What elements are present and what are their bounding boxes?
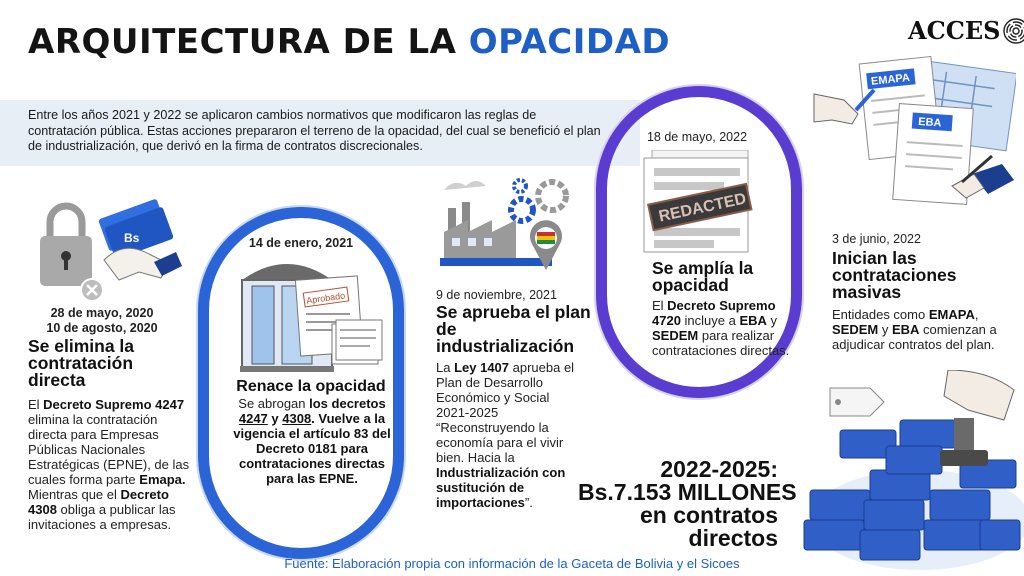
event5-body: Entidades como EMAPA, SEDEM y EBA comienzan a adjudicar contratos del plan. (832, 307, 997, 352)
intro-text: Entre los años 2021 y 2022 se aplicaron cambios normativos que modificaron las reglas de contratación pública. Estas acciones prepararon el terreno de la opacidad, del cual se benefició el plan de industrialización, que derivó en la firma de contratos discrecionales. (28, 108, 601, 153)
event1-heading: Se elimina la contratación directa (28, 336, 135, 390)
redacted-document-illustration (636, 150, 764, 256)
fingerprint-icon (1002, 17, 1024, 45)
event3-body: La Ley 1407 aprueba el Plan de Desarrollo Económico y Social 2021-2025 “Reconstruyendo la economía para el vivir bien. Hacia la Industrialización con sustitución de importaciones”. (436, 360, 575, 510)
svg-text:EMAPA: EMAPA (870, 71, 911, 88)
stamp-hand-icon (940, 370, 1014, 466)
event4-heading: Se amplía la opacidad (652, 258, 754, 295)
logo (908, 16, 1024, 45)
event1-date1: 28 de mayo, 2020 (50, 306, 154, 320)
page-title (28, 22, 670, 62)
event1-date2: 10 de agosto, 2020 (46, 321, 158, 335)
cost-amount: Bs.7.153 MILLONES (578, 479, 797, 505)
logo-text: ACCES (908, 16, 1001, 45)
price-tag-icon (830, 388, 884, 416)
papers-stack-icon (332, 320, 382, 364)
event4-body: El Decreto Supremo 4720 incluye a EBA y SEDEM para realizar contrataciones directas. (652, 298, 790, 358)
cost-line4: directos (688, 525, 778, 551)
event2-heading: Renace la opacidad (236, 378, 386, 395)
svg-text:REDACTED: REDACTED (657, 190, 748, 226)
svg-text:Aprobado: Aprobado (305, 290, 346, 306)
banknote-stack-icon (804, 420, 1020, 560)
contracts-signing-illustration (812, 54, 1016, 226)
svg-text:EBA: EBA (917, 115, 942, 130)
gear-icon (511, 180, 566, 221)
event3-heading: Se aprueba el plan de industrialización (436, 302, 591, 356)
title-highlight: OPACIDAD (468, 22, 671, 62)
cost-line3: en contratos (639, 502, 778, 528)
source-footnote: Fuente: Elaboración propia con información de la Gaceta de Bolivia y el Sicoes (284, 556, 740, 571)
svg-text:Bs: Bs (124, 231, 140, 245)
revolving-door-illustration (232, 250, 392, 376)
lock-handshake-illustration (34, 190, 184, 310)
handshake-icon (104, 248, 182, 280)
cross-icon (81, 279, 103, 301)
title-main: ARQUITECTURA DE LA (28, 22, 469, 62)
event2-date: 14 de enero, 2021 (248, 236, 354, 250)
event5-heading: Inician las contrataciones masivas (832, 248, 957, 302)
cost-period: 2022-2025: (660, 456, 778, 482)
event3-date: 9 de noviembre, 2021 (436, 288, 557, 302)
event1-body: El Decreto Supremo 4247 elimina la contratación directa para Empresas Públicas Nacionales Estratégicas (EPNE), de las cuales forma parte Emapa. Mientras que el Decreto 4308 obliga a publicar las invitaciones a empresas. (28, 397, 190, 532)
padlock-icon (40, 206, 92, 286)
event5-date: 3 de junio, 2022 (832, 232, 921, 246)
event4-date: 18 de mayo, 2022 (646, 130, 748, 144)
total-cost-callout (578, 456, 797, 551)
factory-illustration (440, 172, 580, 282)
event2-body: Se abrogan los decretos 4247 y 4308. Vuelve a la vigencia el artículo 83 del Decreto 0181 para contrataciones directas para las EPNE. (233, 396, 391, 486)
money-pile-illustration (790, 370, 1024, 570)
